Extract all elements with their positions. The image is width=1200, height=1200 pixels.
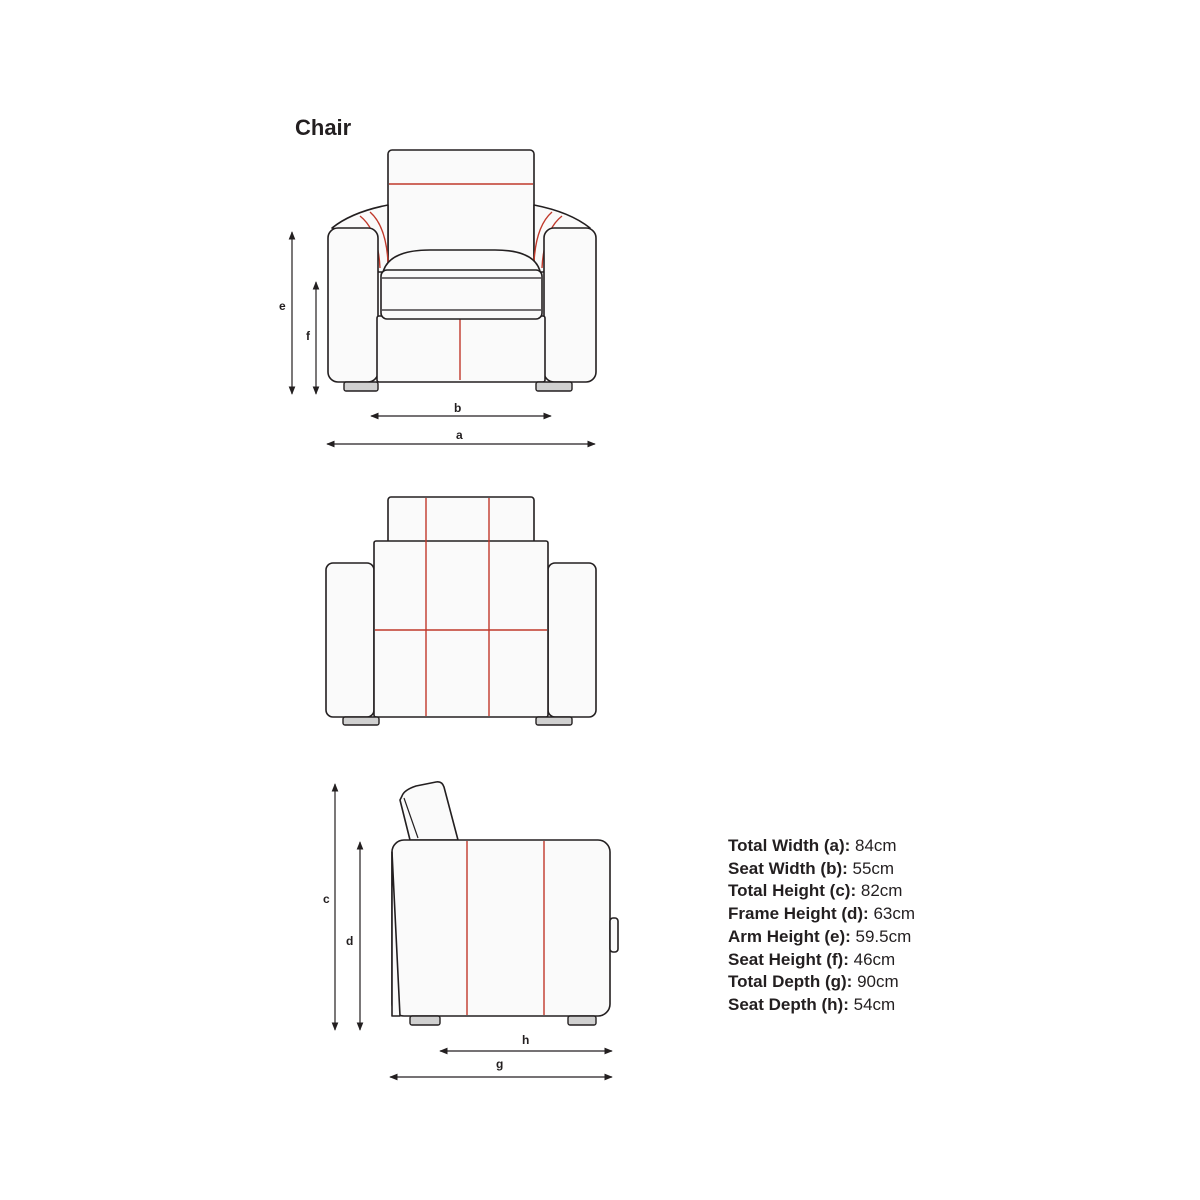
spec-row xyxy=(728,949,915,972)
spec-key: Arm Height (e): xyxy=(728,926,851,946)
front-left-foot xyxy=(344,382,378,391)
dim-label-b: b xyxy=(454,401,462,415)
dim-label-d: d xyxy=(346,934,354,948)
spec-key: Frame Height (d): xyxy=(728,904,869,924)
spec-value: 84cm xyxy=(855,836,897,855)
spec-key: Seat Width (b): xyxy=(728,858,848,878)
spec-key: Seat Depth (h): xyxy=(728,994,849,1014)
side-arm-body xyxy=(392,840,610,1016)
spec-row xyxy=(728,880,915,903)
spec-row xyxy=(728,903,915,926)
front-right-arm xyxy=(544,228,596,382)
dim-label-h: h xyxy=(522,1033,530,1047)
top-left-foot xyxy=(343,717,379,725)
top-right-arm xyxy=(548,563,596,717)
spec-key: Total Depth (g): xyxy=(728,972,853,992)
side-view xyxy=(335,782,618,1077)
dim-label-e: e xyxy=(279,299,286,313)
spec-key: Total Width (a): xyxy=(728,836,851,855)
dim-label-g: g xyxy=(496,1057,504,1071)
front-seat-cushion xyxy=(381,270,542,319)
side-front-foot xyxy=(568,1016,596,1025)
spec-value: 54cm xyxy=(853,994,896,1014)
top-back-cushion xyxy=(388,497,534,545)
spec-value: 90cm xyxy=(857,972,899,992)
specs-list xyxy=(728,835,915,1017)
top-view xyxy=(326,497,596,725)
side-back-foot xyxy=(410,1016,440,1025)
spec-value: 46cm xyxy=(853,949,896,969)
dim-label-a: a xyxy=(456,428,463,442)
spec-row xyxy=(728,926,915,949)
spec-key: Seat Height (f): xyxy=(728,949,849,969)
top-seat xyxy=(374,541,548,717)
top-left-arm xyxy=(326,563,374,717)
front-base-panel xyxy=(377,316,545,382)
side-front-bump xyxy=(610,918,618,952)
spec-key: Total Height (c): xyxy=(728,881,857,901)
spec-row xyxy=(728,994,915,1017)
spec-value: 59.5cm xyxy=(855,926,912,946)
front-left-arm xyxy=(328,228,378,382)
spec-row xyxy=(728,971,915,994)
spec-value: 82cm xyxy=(860,881,903,901)
front-right-foot xyxy=(536,382,572,391)
diagram-title: Chair xyxy=(295,115,352,140)
dim-label-f: f xyxy=(306,329,310,343)
spec-row xyxy=(728,858,915,881)
spec-value: 63cm xyxy=(873,904,916,924)
top-right-foot xyxy=(536,717,572,725)
dim-label-c: c xyxy=(323,892,330,906)
front-view xyxy=(292,150,596,444)
spec-value: 55cm xyxy=(852,858,895,878)
spec-row xyxy=(728,835,915,858)
